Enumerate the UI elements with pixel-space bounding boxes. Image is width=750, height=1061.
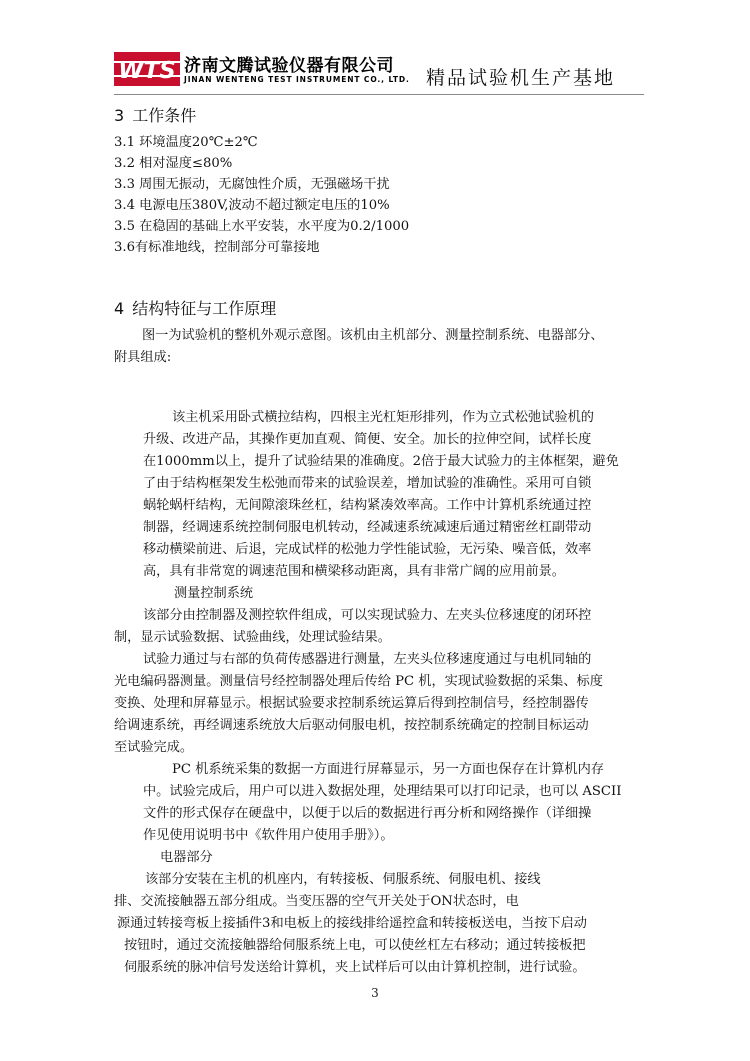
measure-line: 中。试验完成后，用户可以进入数据处理，处理结果可以打印记录，也可以 ASCII — [143, 784, 622, 799]
electric-line: 伺服系统的脉冲信号发送给计算机，夹上试样后可以由计算机控制，进行试验。 — [124, 960, 586, 975]
section-3-title: 工作条件 — [132, 106, 197, 125]
main-paragraph-line: 升级、改进产品，其操作更加直观、简便、安全。加长的拉伸空间，试样长度 — [143, 432, 592, 447]
measure-line: 至试验完成。 — [114, 740, 194, 755]
main-paragraph-line: 蜗轮蜗杆结构，无间隙滚珠丝杠，结构紧凑效率高。工作中计算机系统通过控 — [143, 498, 592, 513]
measure-line: 光电编码器测量。测量信号经控制器处理后传给 PC 机，实现试验数据的采集、标度 — [114, 674, 603, 689]
company-name-en: JINAN WENTENG TEST INSTRUMENT CO., LTD. — [184, 75, 410, 84]
company-name-cn: 济南文腾试验仪器有限公司 — [184, 56, 394, 76]
wts-logo — [114, 52, 180, 86]
measure-line: 试验力通过与右部的负荷传感器进行测量，左夹头位移速度通过与电机同轴的 — [143, 652, 592, 667]
electric-line: 该部分安装在主机的机座内，有转接板、伺服系统、伺服电机、接线 — [145, 872, 541, 887]
measure-line: 制，显示试验数据、试验曲线，处理试验结果。 — [114, 630, 391, 645]
condition-item: 3.3 周围无振动，无腐蚀性介质，无强磁场干扰 — [114, 177, 390, 192]
logo-text: WTS — [118, 58, 176, 84]
main-paragraph-line: 在1000mm以上，提升了试验结果的准确度。2倍于最大试验力的主体框架，避免 — [143, 454, 619, 469]
main-paragraph-line: 制器，经调速系统控制伺服电机转动，经减速系统减速后通过精密丝杠副带动 — [143, 520, 592, 535]
measure-line: 给调速系统，再经调速系统放大后驱动伺服电机，按控制系统确定的控制目标运动 — [114, 718, 589, 733]
electric-line: 源通过转接弯板上接插件3和电板上的接线排给遥控盒和转接板送电，当按下启动 — [117, 916, 587, 931]
measure-subtitle: 测量控制系统 — [174, 586, 254, 601]
main-paragraph-line: 移动横梁前进、后退，完成试样的松弛力学性能试验，无污染、噪音低，效率 — [143, 542, 592, 557]
section-4-number: 4 — [114, 299, 125, 318]
page-number: 3 — [371, 986, 379, 1000]
intro-line: 附具组成: — [114, 350, 172, 365]
electric-line: 排、交流接触器五部分组成。当变压器的空气开关处于ON状态时，电 — [114, 894, 519, 909]
header-slogan: 精品试验机生产基地 — [426, 67, 616, 89]
electric-subtitle: 电器部分 — [160, 850, 213, 865]
header-divider — [114, 94, 644, 95]
main-paragraph-line: 该主机采用卧式横拉结构，四根主光杠矩形排列，作为立式松弛试验机的 — [172, 410, 594, 425]
condition-item: 3.6有标准地线，控制部分可靠接地 — [114, 240, 320, 255]
intro-line: 图一为试验机的整机外观示意图。该机由主机部分、测量控制系统、电器部分、 — [142, 328, 604, 343]
section-3-number: 3 — [114, 106, 125, 125]
electric-line: 按钮时，通过交流接触器给伺服系统上电，可以使丝杠左右移动；通过转接板把 — [124, 938, 586, 953]
section-4-title: 结构特征与工作原理 — [132, 299, 277, 318]
section-3-heading — [114, 103, 196, 126]
section-4-heading — [114, 296, 276, 319]
condition-item: 3.5 在稳固的基础上水平安装，水平度为0.2/1000 — [114, 219, 410, 234]
condition-item: 3.2 相对湿度≤80% — [114, 156, 233, 171]
measure-line: 作见使用说明书中《软件用户使用手册》）。 — [143, 828, 394, 843]
main-paragraph-line: 高，具有非常宽的调速范围和横梁移动距离，具有非常广阔的应用前景。 — [143, 564, 565, 579]
measure-line: PC 机系统采集的数据一方面进行屏幕显示，另一方面也保存在计算机内存 — [172, 762, 604, 777]
measure-line: 变换、处理和屏幕显示。根据试验要求控制系统运算后得到控制信号，经控制器传 — [114, 696, 589, 711]
measure-line: 该部分由控制器及测控软件组成，可以实现试验力、左夹头位移速度的闭环控 — [143, 608, 592, 623]
measure-line: 文件的形式保存在硬盘中，以便于以后的数据进行再分析和网络操作（详细操 — [143, 806, 592, 821]
condition-item: 3.4 电源电压380V,波动不超过额定电压的10% — [114, 198, 390, 213]
condition-item: 3.1 环境温度20℃±2℃ — [114, 135, 258, 150]
main-paragraph-line: 了由于结构框架发生松弛而带来的试验误差，增加试验的准确性。采用可自锁 — [143, 476, 592, 491]
